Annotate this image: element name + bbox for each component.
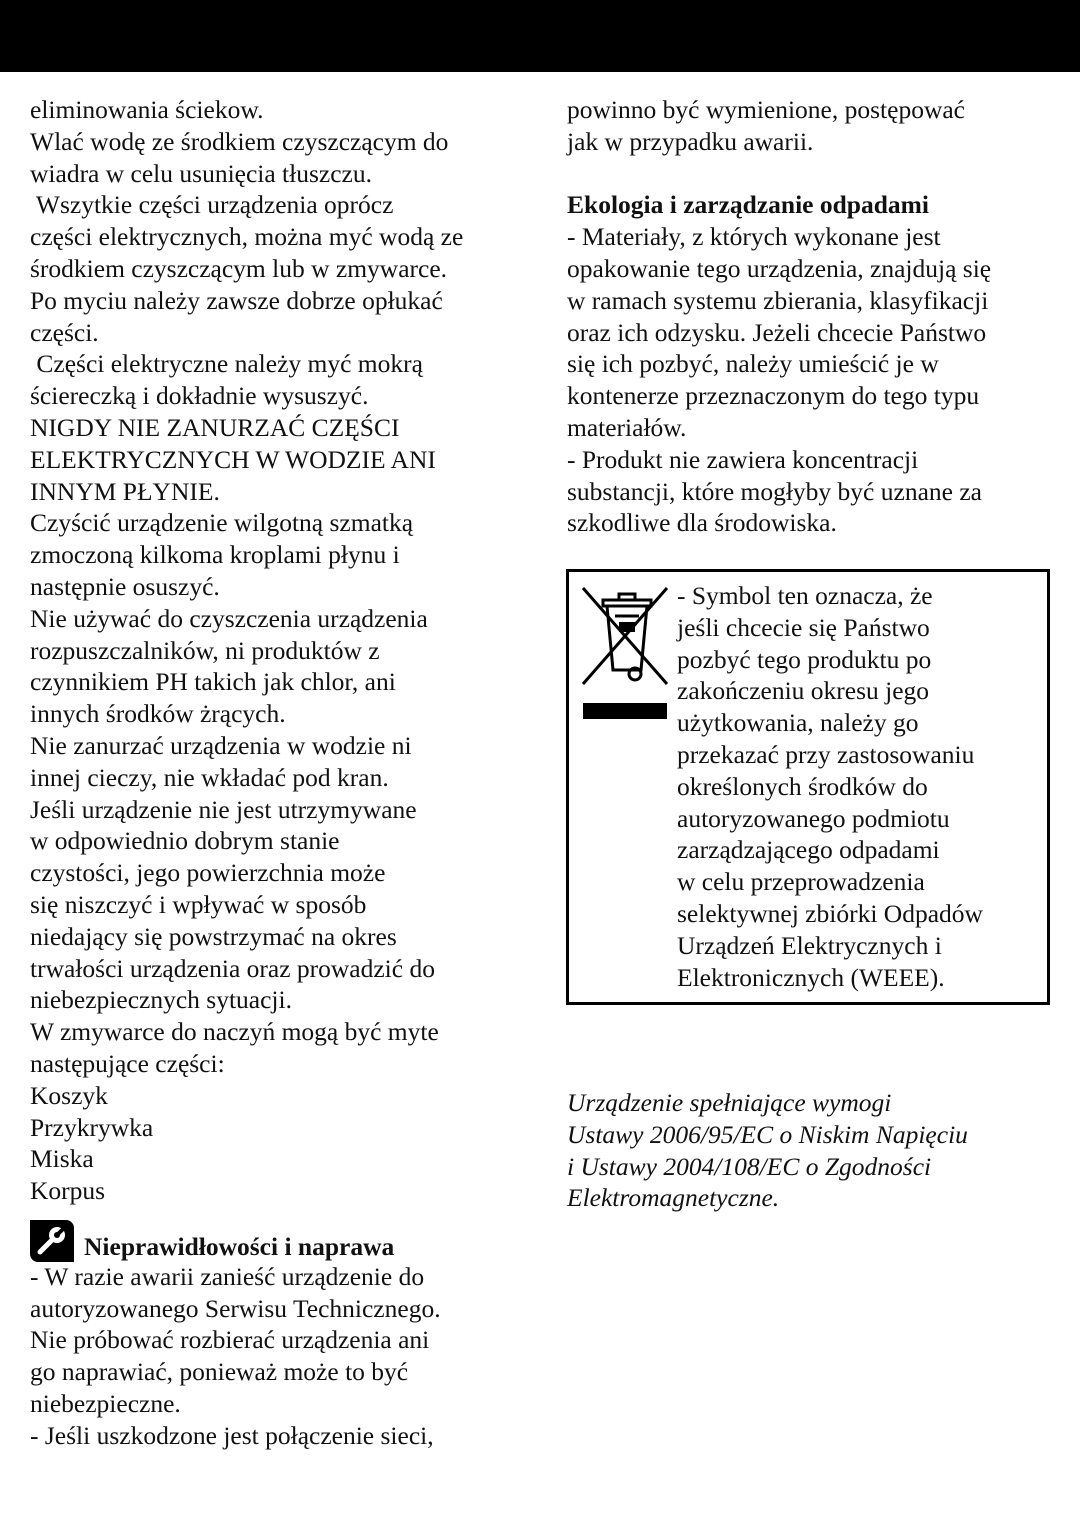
text-line: - Produkt nie zawiera koncentracji [567,444,919,474]
text-line: kontenerze przeznaczonym do tego typu [567,381,980,411]
repair-instructions [30,1261,530,1452]
text-line: niebezpiecznych sytuacji. [30,985,292,1015]
text-line: w ramach systemu zbierania, klasyfikacji [567,285,989,315]
text-line: zmoczoną kilkoma kroplami płynu i [30,540,400,570]
text-line: oraz ich odzysku. Jeżeli chcecie Państwo [567,317,987,347]
text-line: zarządzającego odpadami [677,835,940,865]
ecology-title: Ekologia i zarządzanie odpadami [567,190,929,220]
text-line: Ustawy 2006/95/EC o Niskim Napięciu [567,1119,968,1149]
text-line: pozbyć tego produktu po [677,644,932,674]
text-line: - Materiały, z których wykonane jest [567,222,941,252]
continued-text [567,94,1057,158]
text-line: następnie osuszyć. [30,571,220,601]
text-line: Wszytkie części urządzenia oprócz [30,190,394,220]
text-line: autoryzowanego podmiotu [677,803,950,833]
text-line: eliminowania ściekow. [30,95,264,124]
text-line: - Symbol ten oznacza, że [677,581,933,610]
text-line: INNYM PŁYNIE. [30,476,220,506]
repair-section-heading [30,1221,530,1261]
text-line: jeśli chcecie się Państwo [677,612,930,642]
text-line: ELEKTRYCZNYCH W WODZIE ANI [30,444,436,474]
text-line: Korpus [30,1176,106,1206]
text-line: substancji, które mogłyby być uznane za [567,476,982,506]
text-line: - W razie awarii zanieść urządzenie do [30,1261,425,1291]
weee-black-bar [583,703,667,719]
text-line: autoryzowanego Serwisu Technicznego. [30,1293,441,1323]
text-line: Elektronicznych (WEEE). [677,962,945,992]
text-line: NIGDY NIE ZANURZAĆ CZĘŚCI [30,412,400,442]
text-line: Wlać wodę ze środkiem czyszczącym do [30,126,449,156]
text-line: części. [30,317,99,347]
header-bar [0,0,1080,72]
text-line: rozpuszczalników, ni produktów z [30,635,380,665]
cleaning-instructions [30,94,530,1207]
text-line: niebezpieczne. [30,1389,181,1419]
text-line: w celu przeprowadzenia [677,867,925,897]
text-line: W zmywarce do naczyń mogą być myte [30,1017,439,1047]
text-line: Urządzeń Elektrycznych i [677,930,942,960]
text-line: Po myciu należy zawsze dobrze opłukać [30,285,443,315]
text-line: Nie zanurzać urządzenia w wodzie ni [30,730,412,760]
text-line: części elektrycznych, można myć wodą ze [30,222,464,252]
text-line: czystości, jego powierzchnia może [30,858,386,888]
text-line: wiadra w celu usunięcia tłuszczu. [30,158,372,188]
text-line: się ich pozbyć, należy umieścić je w [567,349,939,379]
text-line: trwałości urządzenia oraz prowadzić do [30,953,435,983]
repair-title: Nieprawidłowości i naprawa [84,1231,395,1261]
text-line: się niszczyć i wpływać w sposób [30,889,367,919]
text-line: opakowanie tego urządzenia, znajdują się [567,253,992,283]
compliance-statement [567,1087,968,1214]
text-line: w odpowiednio dobrym stanie [30,826,340,856]
crossed-out-wheelie-bin-icon [579,584,671,688]
text-line: Nie próbować rozbierać urządzenia ani [30,1325,430,1355]
text-line: Elektromagnetyczne. [567,1183,780,1213]
ecology-text [567,221,1057,539]
text-line: Czyścić urządzenie wilgotną szmatką [30,508,414,538]
text-line: środkiem czyszczącym lub w zmywarce. [30,253,448,283]
wrench-icon [30,1220,74,1262]
left-column [30,94,530,1452]
text-line: Nie używać do czyszczenia urządzenia [30,603,428,633]
text-line: czynnikiem PH takich jak chlor, ani [30,667,396,697]
text-line: zakończeniu okresu jego [677,676,930,706]
weee-text [677,580,983,993]
text-line: Urządzenie spełniające wymogi [567,1088,892,1117]
text-line: szkodliwe dla środowiska. [567,508,837,538]
text-line: innej cieczy, nie wkładać pod kran. [30,762,389,792]
text-line: jak w przypadku awarii. [567,126,814,156]
text-line: Miska [30,1144,94,1174]
text-line: następujące części: [30,1048,225,1078]
text-line: innych środków żrących. [30,699,286,729]
text-line: materiałów. [567,412,687,442]
text-line: Jeśli urządzenie nie jest utrzymywane [30,794,417,824]
text-line: go naprawiać, ponieważ może to być [30,1357,409,1387]
text-line: i Ustawy 2004/108/EC o Zgodności [567,1151,932,1181]
right-column [567,94,1057,539]
text-line: przekazać przy zastosowaniu [677,739,975,769]
text-line: powinno być wymienione, postępować [567,95,966,124]
text-line: - Jeśli uszkodzone jest połączenie sieci, [30,1420,434,1450]
text-line: ściereczką i dokładnie wysuszyć. [30,381,369,411]
text-line: Części elektryczne należy myć mokrą [30,349,423,379]
weee-notice-box [566,569,1050,1005]
text-line: użytkowania, należy go [677,708,919,738]
text-line: określonych środków do [677,771,928,801]
text-line: niedający się powstrzymać na okres [30,921,397,951]
text-line: Koszyk [30,1080,108,1110]
text-line: selektywnej zbiórki Odpadów [677,898,983,928]
text-line: Przykrywka [30,1112,154,1142]
